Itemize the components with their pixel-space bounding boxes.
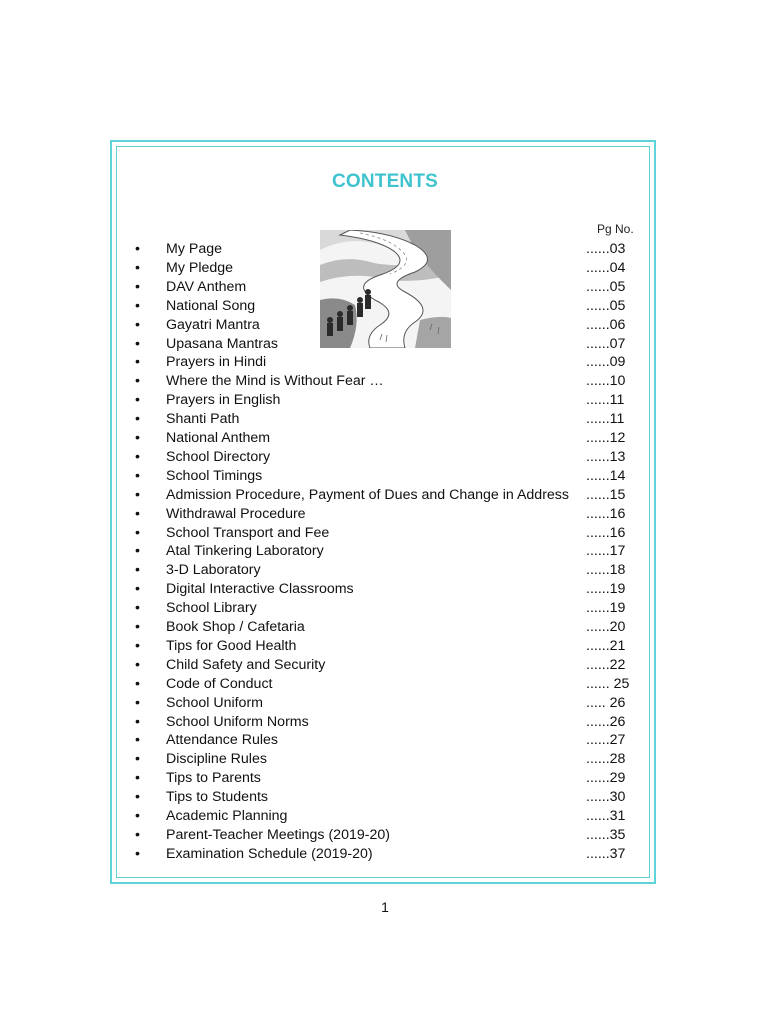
toc-entry-page: ......28 <box>586 751 626 768</box>
toc-entry <box>0 335 770 354</box>
toc-entry <box>0 467 770 486</box>
toc-entry-page: ......05 <box>586 297 626 314</box>
bullet-icon: • <box>135 600 140 617</box>
toc-entry <box>0 580 770 599</box>
toc-entry-page: ......35 <box>586 826 626 843</box>
toc-entry-label: My Pledge <box>166 259 234 276</box>
toc-entry-label: Tips to Students <box>166 789 268 806</box>
bullet-icon: • <box>135 278 140 295</box>
bullet-icon: • <box>135 770 140 787</box>
toc-entry-page: ......21 <box>586 637 626 654</box>
toc-entry-label: DAV Anthem <box>166 278 247 295</box>
toc-entry-page: ......16 <box>586 524 626 541</box>
toc-entry <box>0 731 770 750</box>
toc-entry <box>0 750 770 769</box>
toc-entry-label: Shanti Path <box>166 411 240 428</box>
toc-entry-page: ......11 <box>586 411 625 428</box>
toc-entry-label: Code of Conduct <box>166 675 273 692</box>
bullet-icon: • <box>135 675 140 692</box>
bullet-icon: • <box>135 732 140 749</box>
toc-entry <box>0 391 770 410</box>
bullet-icon: • <box>135 619 140 635</box>
toc-entry <box>0 826 770 845</box>
toc-entry-label: Atal Tinkering Laboratory <box>166 543 324 560</box>
toc-entry <box>0 694 770 713</box>
bullet-icon: • <box>135 467 140 484</box>
toc-entry-page: ......22 <box>586 656 626 673</box>
bullet-icon: • <box>135 486 140 503</box>
toc-entry-page: ......03 <box>586 241 626 257</box>
toc-entry-page: ......13 <box>586 448 626 465</box>
toc-entry <box>0 259 770 278</box>
toc-entry <box>0 505 770 524</box>
toc-entry-label: Digital Interactive Classrooms <box>166 581 354 598</box>
toc-entry-label: Where the Mind is Without Fear … <box>166 373 384 390</box>
toc-entry-label: Tips for Good Health <box>166 637 297 654</box>
toc-entry <box>0 240 770 259</box>
toc-entry-page: ......06 <box>586 316 626 333</box>
toc-entry-page: ......10 <box>586 373 626 390</box>
toc-entry-page: ......19 <box>586 581 626 598</box>
toc-entry-label: 3-D Laboratory <box>166 562 261 579</box>
toc-entry <box>0 486 770 505</box>
toc-entry <box>0 845 770 864</box>
toc-entry-label: Examination Schedule (2019-20) <box>166 845 373 862</box>
toc-entry <box>0 316 770 335</box>
bullet-icon: • <box>135 694 140 711</box>
toc-entry <box>0 410 770 429</box>
toc-entry-page: ...... 25 <box>586 675 630 692</box>
toc-entry <box>0 448 770 467</box>
toc-entry-label: Parent-Teacher Meetings (2019-20) <box>166 826 390 843</box>
page-title: CONTENTS <box>331 171 439 192</box>
toc-entry-label: School Uniform <box>166 694 263 711</box>
toc-entry-label: Discipline Rules <box>166 751 267 768</box>
bullet-icon: • <box>135 808 140 824</box>
toc-entry-page: ......18 <box>586 562 626 579</box>
toc-entry-label: Academic Planning <box>166 808 288 824</box>
bullet-icon: • <box>135 562 140 579</box>
toc-entry <box>0 353 770 372</box>
bullet-icon: • <box>135 259 140 276</box>
toc-entry-page: ......04 <box>586 259 626 276</box>
bullet-icon: • <box>135 845 140 862</box>
toc-entry <box>0 561 770 580</box>
toc-entry-page: ......11 <box>586 392 625 409</box>
toc-entry-label: School Directory <box>166 448 271 465</box>
bullet-icon: • <box>135 241 140 257</box>
toc-entry <box>0 769 770 788</box>
bullet-icon: • <box>135 448 140 465</box>
toc-entry <box>0 542 770 561</box>
toc-entry <box>0 807 770 826</box>
bullet-icon: • <box>135 637 140 654</box>
toc-entry <box>0 524 770 543</box>
bullet-icon: • <box>135 392 140 409</box>
toc-entry-page: ......20 <box>586 619 626 635</box>
bullet-icon: • <box>135 543 140 560</box>
toc-entry <box>0 278 770 297</box>
bullet-icon: • <box>135 713 140 730</box>
toc-entry-label: Prayers in Hindi <box>166 354 267 371</box>
toc-entry-page: ......17 <box>586 543 626 560</box>
toc-entry-label: Attendance Rules <box>166 732 278 749</box>
toc-entry-label: Book Shop / Cafetaria <box>166 619 305 635</box>
toc-entry <box>0 788 770 807</box>
toc-entry-label: Upasana Mantras <box>166 335 278 352</box>
bullet-icon: • <box>135 297 140 314</box>
toc-entry-page: ......12 <box>586 430 626 446</box>
toc-entry <box>0 429 770 448</box>
bullet-icon: • <box>135 581 140 598</box>
toc-entry-label: School Transport and Fee <box>166 524 330 541</box>
toc-entry-label: National Song <box>166 297 256 314</box>
toc-entry-page: ......16 <box>586 505 626 522</box>
bullet-icon: • <box>135 373 140 390</box>
toc-entry-page: ..... 26 <box>586 694 626 711</box>
toc-entry-label: Child Safety and Security <box>166 656 326 673</box>
bullet-icon: • <box>135 335 140 352</box>
bullet-icon: • <box>135 524 140 541</box>
toc-entry-label: National Anthem <box>166 430 271 446</box>
toc-entry-page: ......07 <box>586 335 626 352</box>
toc-entry-label: My Page <box>166 241 222 257</box>
bullet-icon: • <box>135 354 140 371</box>
bullet-icon: • <box>135 411 140 428</box>
page-number: 1 <box>381 899 389 915</box>
toc-entry <box>0 297 770 316</box>
toc-entry-label: Gayatri Mantra <box>166 316 260 333</box>
toc-entry-label: School Uniform Norms <box>166 713 309 730</box>
bullet-icon: • <box>135 316 140 333</box>
bullet-icon: • <box>135 826 140 843</box>
toc-entry <box>0 637 770 656</box>
toc-entry-label: Tips to Parents <box>166 770 261 787</box>
toc-entry-page: ......30 <box>586 789 626 806</box>
toc-entry-page: ......26 <box>586 713 626 730</box>
page-column-header: Pg No. <box>597 222 634 236</box>
toc-entry-page: ......15 <box>586 486 626 503</box>
toc-entry-page: ......29 <box>586 770 626 787</box>
toc-entry <box>0 656 770 675</box>
toc-entry-label: Admission Procedure, Payment of Dues and Change in Address <box>166 486 569 503</box>
bullet-icon: • <box>135 430 140 446</box>
toc-entry-page: ......27 <box>586 732 626 749</box>
toc-entry <box>0 599 770 618</box>
bullet-icon: • <box>135 789 140 806</box>
toc-entry-page: ......19 <box>586 600 626 617</box>
bullet-icon: • <box>135 505 140 522</box>
toc-entry-page: ......09 <box>586 354 626 371</box>
toc-entry <box>0 713 770 732</box>
toc-entry <box>0 372 770 391</box>
toc-entry-page: ......31 <box>586 808 626 824</box>
toc-entry-label: School Library <box>166 600 257 617</box>
bullet-icon: • <box>135 656 140 673</box>
toc-entry-label: Prayers in English <box>166 392 281 409</box>
toc-entry-page: ......05 <box>586 278 626 295</box>
toc-entry-label: Withdrawal Procedure <box>166 505 306 522</box>
toc-entry <box>0 618 770 637</box>
toc-entry <box>0 675 770 694</box>
bullet-icon: • <box>135 751 140 768</box>
toc-entry-page: ......37 <box>586 845 626 862</box>
toc-entry-label: School Timings <box>166 467 263 484</box>
toc-entry-page: ......14 <box>586 467 626 484</box>
